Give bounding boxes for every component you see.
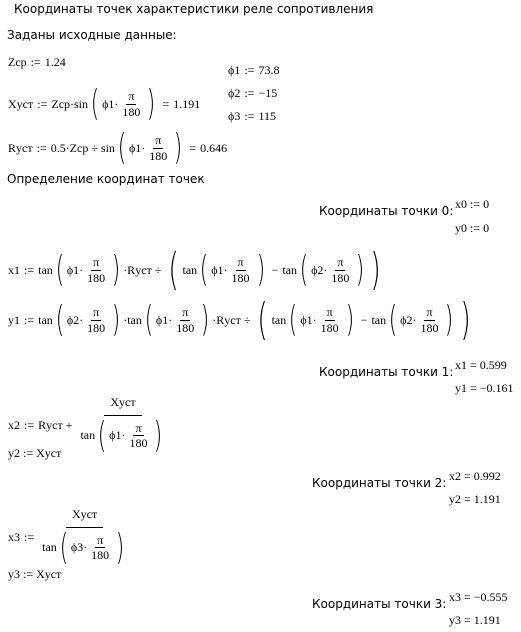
tan-fn: tan [38, 263, 53, 277]
xust-sin: Zcp·sin [51, 97, 89, 111]
tan-fn: tan [371, 313, 387, 327]
rust-phi: ϕ1· [128, 141, 146, 155]
x3-fraction: Xуст tan ( ϕ3· $\frac{\pi}{180}$ ) [42, 507, 125, 568]
tan-fn: tan [127, 313, 142, 327]
x1-lhs: x1 [8, 263, 20, 277]
y1-lhs: y1 [8, 313, 20, 327]
worksheet-title: Координаты точек характеристики реле сопротивления [14, 2, 374, 16]
phi3-lhs: ϕ3 [228, 109, 241, 123]
phi1-lhs: ϕ1 [228, 63, 241, 77]
given-heading: Заданы исходные данные: [7, 28, 177, 42]
rust-assign: := [36, 141, 47, 155]
xust-lhs: Xуст [8, 97, 34, 111]
phi2-assign: := [244, 86, 255, 100]
point0-label: Координаты точки 0: [319, 204, 454, 218]
tan-fn: tan [271, 313, 287, 327]
zcp-lhs: Zcp [8, 55, 27, 69]
x3-assign: := [24, 529, 35, 544]
minus-sign: − [271, 263, 279, 277]
zcp-assign: := [30, 55, 41, 69]
pi-over-180: $\frac{\pi}{180}$ [87, 254, 106, 285]
rust-formula[interactable] [8, 127, 228, 168]
x2-assign: := [24, 417, 35, 432]
x2-formula[interactable] [8, 396, 170, 454]
xust-eq: = [162, 97, 170, 111]
phi2-value: −15 [258, 86, 278, 100]
pi-over-180: $\frac{\pi}{180}$ [129, 420, 148, 451]
pi-over-180: $\frac{\pi}{180}$ [149, 132, 168, 163]
pi-over-180: $\frac{\pi}{180}$ [87, 304, 106, 335]
y2-formula[interactable]: y2 := Xуст [8, 446, 62, 460]
rust-eq: = [189, 141, 197, 155]
x2-lhs: x2 [8, 417, 20, 432]
coords-heading: Определение координат точек [7, 172, 205, 186]
x2-result[interactable]: x2 = 0.992 [449, 469, 501, 483]
xust-formula[interactable] [8, 83, 201, 124]
pi-over-180: $\frac{\pi}{180}$ [122, 88, 141, 119]
zcp-value: 1.24 [44, 55, 66, 69]
x2-fraction: Xуст tan ( ϕ1· $\frac{\pi}{180}$ ) [80, 395, 163, 456]
x1-formula[interactable]: x1 := tan ( ϕ1· $\frac{\pi}{180}$ ) ·Rуст ÷ ( tan ( ϕ1· $\frac{\pi}{180}$ ) − tan ( ϕ2· $\frac{\pi}{180}$ ) ) [8, 244, 382, 295]
minus-sign: − [360, 313, 368, 327]
x1-result[interactable]: x1 = 0.599 [455, 358, 507, 372]
xust-result: 1.191 [173, 97, 201, 111]
xust-phi: ϕ1· [102, 97, 119, 111]
phi1-assign: := [244, 63, 255, 77]
y0-definition[interactable]: y0 := 0 [455, 221, 490, 235]
rust-sin: 0.5·Zcp ÷ sin [50, 141, 115, 155]
x3-formula[interactable] [8, 508, 131, 566]
y1-result[interactable]: y1 = −0.161 [455, 381, 514, 395]
x1-mid: ·Rуст ÷ [123, 263, 162, 277]
rust-lhs: Rуст [8, 141, 33, 155]
x3-result[interactable]: x3 = −0.555 [449, 590, 508, 604]
close-paren: ) [147, 83, 156, 124]
close-paren: ) [174, 127, 183, 168]
pi-over-180: $\frac{\pi}{180}$ [320, 304, 339, 335]
phi3-assign: := [244, 109, 255, 123]
pi-over-180: $\frac{\pi}{180}$ [176, 304, 195, 335]
point2-label: Координаты точки 2: [312, 476, 447, 490]
y1-assign: := [24, 313, 35, 327]
pi-over-180: $\frac{\pi}{180}$ [420, 304, 439, 335]
open-paren: ( [117, 127, 127, 168]
x1-assign: := [24, 263, 35, 277]
tan-fn: tan [282, 263, 298, 277]
pi-over-180: $\frac{\pi}{180}$ [331, 254, 350, 285]
point1-label: Координаты точки 1: [319, 365, 454, 379]
phi2-definition[interactable] [228, 87, 277, 99]
zcp-definition[interactable] [8, 56, 66, 68]
x0-definition[interactable]: x0 := 0 [455, 197, 490, 211]
xust-assign: := [37, 97, 48, 111]
open-paren: ( [90, 83, 100, 124]
rust-result: 0.646 [200, 141, 228, 155]
phi1-value: 73.8 [258, 63, 280, 77]
point3-label: Координаты точки 3: [312, 597, 447, 611]
y2-result[interactable]: y2 = 1.191 [449, 492, 501, 506]
y1-mid: ·Rуст ÷ [212, 313, 251, 327]
phi1-definition[interactable] [228, 64, 279, 76]
x3-lhs: x3 [8, 529, 20, 544]
pi-over-180: $\frac{\pi}{180}$ [231, 254, 250, 285]
y3-result[interactable]: y3 = 1.191 [449, 613, 501, 627]
phi3-definition[interactable] [228, 110, 276, 122]
y1-formula[interactable]: y1 := tan ( ϕ2· $\frac{\pi}{180}$ ) · tan ( ϕ1· $\frac{\pi}{180}$ ) ·Rуст ÷ ( tan ( ϕ1· $\frac{\pi}{180}$ ) − tan ( ϕ2· $\frac{\pi}{180}$ ) ) [8, 294, 471, 345]
tan-fn: tan [38, 313, 53, 327]
phi3-value: 115 [258, 109, 276, 123]
phi2-lhs: ϕ2 [228, 86, 241, 100]
tan-fn: tan [182, 263, 198, 277]
y3-formula[interactable]: y3 := Xуст [8, 567, 62, 581]
pi-over-180: $\frac{\pi}{180}$ [91, 532, 110, 563]
x2-pre: Rуст + [38, 417, 73, 432]
